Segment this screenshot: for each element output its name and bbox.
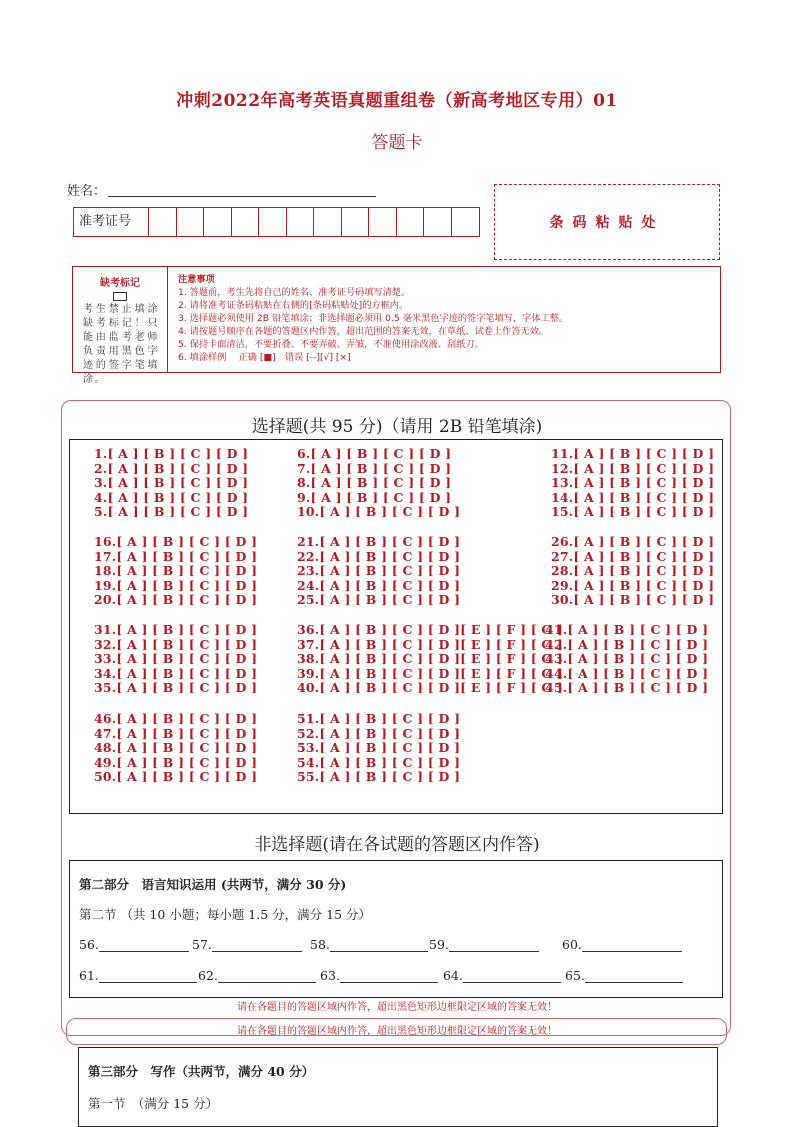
mc-question[interactable]: 7.[ A ] [ B ] [ C ] [ D ] bbox=[297, 460, 452, 476]
mc-question[interactable]: 14.[ A ] [ B ] [ C ] [ D ] bbox=[551, 489, 715, 505]
mc-group bbox=[297, 623, 563, 696]
blank-number: 62. bbox=[198, 968, 218, 983]
name-field[interactable] bbox=[108, 196, 376, 197]
mc-question[interactable]: 54.[ A ] [ B ] [ C ] [ D ] bbox=[297, 754, 461, 770]
answer-blank[interactable] bbox=[565, 968, 683, 983]
name-label: 姓名： bbox=[67, 184, 107, 199]
blank-number: 59. bbox=[429, 937, 449, 952]
mc-group bbox=[297, 535, 460, 608]
mc-question[interactable]: 48.[ A ] [ B ] [ C ] [ D ] bbox=[94, 740, 258, 756]
mc-question[interactable]: 3.[ A ] [ B ] [ C ] [ D ] bbox=[94, 475, 249, 491]
mc-question[interactable]: 25.[ A ] [ B ] [ C ] [ D ] bbox=[297, 592, 461, 608]
blank-number: 65. bbox=[565, 968, 585, 983]
mc-question[interactable]: 18.[ A ] [ B ] [ C ] [ D ] bbox=[94, 563, 258, 579]
exam-id-cell[interactable] bbox=[149, 208, 177, 236]
barcode-label: 条码粘贴处 bbox=[549, 215, 665, 231]
mc-question[interactable]: 11.[ A ] [ B ] [ C ] [ D ] bbox=[551, 446, 715, 461]
mc-question[interactable]: 37.[ A ] [ B ] [ C ] [ D ][ E ] [ F ] [ G ] bbox=[297, 636, 563, 652]
mc-question[interactable]: 12.[ A ] [ B ] [ C ] [ D ] bbox=[551, 460, 715, 476]
missing-exam-checkbox[interactable] bbox=[113, 292, 127, 301]
mc-question[interactable]: 23.[ A ] [ B ] [ C ] [ D ] bbox=[297, 563, 461, 579]
notice-item: 3. 选择题必须使用 2B 铅笔填涂；非选择题必须用 0.5 毫米黑色字迹的签字笔填写，字体工整。 bbox=[178, 313, 569, 324]
answer-blank[interactable] bbox=[562, 937, 682, 952]
mc-question[interactable]: 49.[ A ] [ B ] [ C ] [ D ] bbox=[94, 754, 258, 770]
mc-question[interactable]: 40.[ A ] [ B ] [ C ] [ D ][ E ] [ F ] [ G ] bbox=[297, 680, 563, 696]
exam-id-label: 准考证号 bbox=[74, 208, 149, 236]
mc-question[interactable]: 47.[ A ] [ B ] [ C ] [ D ] bbox=[94, 725, 258, 741]
mc-question[interactable]: 22.[ A ] [ B ] [ C ] [ D ] bbox=[297, 548, 461, 564]
notice-item: 6. 填涂样例 正确 [■] 错误 [--][√] [×] bbox=[178, 352, 351, 363]
mc-question[interactable]: 6.[ A ] [ B ] [ C ] [ D ] bbox=[297, 446, 452, 461]
mc-question[interactable]: 30.[ A ] [ B ] [ C ] [ D ] bbox=[551, 592, 715, 608]
multiple-choice-box bbox=[69, 439, 723, 814]
section2-heading: 第二节 （共 10 小题；每小题 1.5 分，满分 15 分） bbox=[79, 907, 372, 922]
mc-question[interactable]: 10.[ A ] [ B ] [ C ] [ D ] bbox=[297, 504, 461, 520]
mc-question[interactable]: 8.[ A ] [ B ] [ C ] [ D ] bbox=[297, 475, 452, 491]
mc-question[interactable]: 33.[ A ] [ B ] [ C ] [ D ] bbox=[94, 651, 258, 667]
mc-question[interactable]: 51.[ A ] [ B ] [ C ] [ D ] bbox=[297, 711, 461, 726]
answer-blank[interactable] bbox=[79, 937, 189, 952]
mc-group bbox=[94, 623, 257, 696]
mc-question[interactable]: 24.[ A ] [ B ] [ C ] [ D ] bbox=[297, 577, 461, 593]
part3-section1-heading: 第一节 （满分 15 分） bbox=[88, 1096, 219, 1111]
exam-id-cell[interactable] bbox=[232, 208, 260, 236]
blank-number: 64. bbox=[443, 968, 463, 983]
mc-question[interactable]: 36.[ A ] [ B ] [ C ] [ D ][ E ] [ F ] [ G ] bbox=[297, 622, 563, 637]
part3-heading: 第三部分 写作（共两节，满分 40 分） bbox=[88, 1064, 315, 1079]
exam-id-cell[interactable] bbox=[397, 208, 425, 236]
exam-id-cell[interactable] bbox=[177, 208, 205, 236]
notice-box bbox=[72, 266, 721, 385]
mc-question[interactable]: 27.[ A ] [ B ] [ C ] [ D ] bbox=[551, 548, 715, 564]
mc-question[interactable]: 38.[ A ] [ B ] [ C ] [ D ][ E ] [ F ] [ G ] bbox=[297, 651, 563, 667]
exam-id-cell[interactable] bbox=[204, 208, 232, 236]
answer-blank[interactable] bbox=[310, 937, 428, 952]
answer-blank[interactable] bbox=[443, 968, 561, 983]
warning-strip-top: 请在各题目的答题区域内作答，超出黑色矩形边框限定区域的答案无效！ bbox=[237, 1002, 557, 1013]
answer-blank[interactable] bbox=[429, 937, 539, 952]
mc-question[interactable]: 43.[ A ] [ B ] [ C ] [ D ] bbox=[545, 651, 709, 667]
part2-box bbox=[69, 860, 723, 998]
exam-id-cell[interactable] bbox=[424, 208, 452, 236]
mc-question[interactable]: 42.[ A ] [ B ] [ C ] [ D ] bbox=[545, 636, 709, 652]
answer-blank[interactable] bbox=[192, 937, 302, 952]
answer-blank[interactable] bbox=[198, 968, 316, 983]
blank-number: 60. bbox=[562, 937, 582, 952]
mc-question[interactable]: 21.[ A ] [ B ] [ C ] [ D ] bbox=[297, 534, 461, 549]
exam-id-grid bbox=[73, 207, 480, 237]
blank-number: 58. bbox=[310, 937, 330, 952]
blank-number: 56. bbox=[79, 937, 99, 952]
mc-question[interactable]: 20.[ A ] [ B ] [ C ] [ D ] bbox=[94, 592, 258, 608]
mc-question[interactable]: 45.[ A ] [ B ] [ C ] [ D ] bbox=[545, 680, 709, 696]
warning-text: 请在各题目的答题区域内作答，超出黑色矩形边框限定区域的答案无效！ bbox=[237, 1026, 557, 1037]
missing-exam-heading: 缺考标记 bbox=[100, 278, 140, 289]
barcode-area bbox=[494, 184, 720, 260]
missing-exam-panel bbox=[73, 267, 168, 385]
mc-question[interactable]: 28.[ A ] [ B ] [ C ] [ D ] bbox=[551, 563, 715, 579]
mc-group bbox=[94, 535, 257, 608]
mc-question[interactable]: 31.[ A ] [ B ] [ C ] [ D ] bbox=[94, 622, 258, 637]
mc-question[interactable]: 29.[ A ] [ B ] [ C ] [ D ] bbox=[551, 577, 715, 593]
notice-item: 2. 请将准考证条码粘贴在右侧的[条码粘贴处]的方框内。 bbox=[178, 300, 409, 311]
mc-question[interactable]: 55.[ A ] [ B ] [ C ] [ D ] bbox=[297, 769, 461, 785]
notice-rules bbox=[178, 273, 718, 364]
mc-question[interactable]: 5.[ A ] [ B ] [ C ] [ D ] bbox=[94, 504, 249, 520]
notice-heading: 注意事项 bbox=[178, 274, 215, 285]
mc-question[interactable]: 34.[ A ] [ B ] [ C ] [ D ] bbox=[94, 665, 258, 681]
page-title: 冲刺2022年高考英语真题重组卷（新高考地区专用）01 bbox=[176, 91, 618, 111]
notice-item: 1. 答题前，考生先将自己的姓名、准考证号码填写清楚。 bbox=[178, 287, 411, 298]
exam-id-cell[interactable] bbox=[342, 208, 370, 236]
mc-question[interactable]: 50.[ A ] [ B ] [ C ] [ D ] bbox=[94, 769, 258, 785]
exam-id-cell[interactable] bbox=[314, 208, 342, 236]
mc-question[interactable]: 52.[ A ] [ B ] [ C ] [ D ] bbox=[297, 725, 461, 741]
non-choice-title: 非选择题(请在各试题的答题区内作答) bbox=[254, 835, 540, 855]
mc-question[interactable]: 39.[ A ] [ B ] [ C ] [ D ][ E ] [ F ] [ G ] bbox=[297, 665, 563, 681]
exam-id-cell[interactable] bbox=[259, 208, 287, 236]
blank-number: 61. bbox=[79, 968, 99, 983]
mc-question[interactable]: 46.[ A ] [ B ] [ C ] [ D ] bbox=[94, 711, 258, 726]
mc-question[interactable]: 16.[ A ] [ B ] [ C ] [ D ] bbox=[94, 534, 258, 549]
mc-group bbox=[551, 447, 714, 520]
exam-id-cell[interactable] bbox=[452, 208, 480, 236]
mc-question[interactable]: 1.[ A ] [ B ] [ C ] [ D ] bbox=[94, 446, 249, 461]
mc-group bbox=[551, 535, 714, 608]
mc-question[interactable]: 2.[ A ] [ B ] [ C ] [ D ] bbox=[94, 460, 249, 476]
notice-item: 4. 请按题号顺序在各题的答题区内作答，超出范围的答案无效，在草纸、试卷上作答无效。 bbox=[178, 326, 548, 337]
exam-id-cell[interactable] bbox=[369, 208, 397, 236]
mc-group bbox=[297, 447, 460, 520]
mc-group bbox=[94, 447, 248, 520]
mc-question[interactable]: 53.[ A ] [ B ] [ C ] [ D ] bbox=[297, 740, 461, 756]
mc-question[interactable]: 35.[ A ] [ B ] [ C ] [ D ] bbox=[94, 680, 258, 696]
mc-question[interactable]: 44.[ A ] [ B ] [ C ] [ D ] bbox=[545, 665, 709, 681]
exam-id-cell[interactable] bbox=[287, 208, 315, 236]
page-subtitle: 答题卡 bbox=[371, 133, 423, 153]
answer-blank[interactable] bbox=[79, 968, 197, 983]
mc-question[interactable]: 15.[ A ] [ B ] [ C ] [ D ] bbox=[551, 504, 715, 520]
mc-question[interactable]: 32.[ A ] [ B ] [ C ] [ D ] bbox=[94, 636, 258, 652]
writing-box bbox=[78, 1047, 718, 1127]
mc-group bbox=[297, 712, 460, 785]
mc-question[interactable]: 41.[ A ] [ B ] [ C ] [ D ] bbox=[545, 622, 709, 637]
mc-question[interactable]: 9.[ A ] [ B ] [ C ] [ D ] bbox=[297, 489, 452, 505]
mc-group bbox=[545, 623, 708, 696]
answer-blank[interactable] bbox=[320, 968, 438, 983]
missing-exam-text: 考生禁止填涂缺考标记！只能由监考老师负责用黑色字迹的签字笔填涂。 bbox=[83, 304, 159, 385]
notice-item: 5. 保持卡面清洁，不要折叠、不要弄破、弄皱，不准使用涂改液、刮纸刀。 bbox=[178, 339, 484, 350]
mc-question[interactable]: 4.[ A ] [ B ] [ C ] [ D ] bbox=[94, 489, 249, 505]
mc-question[interactable]: 17.[ A ] [ B ] [ C ] [ D ] bbox=[94, 548, 258, 564]
mc-question[interactable]: 19.[ A ] [ B ] [ C ] [ D ] bbox=[94, 577, 258, 593]
mc-question[interactable]: 13.[ A ] [ B ] [ C ] [ D ] bbox=[551, 475, 715, 491]
mc-question[interactable]: 26.[ A ] [ B ] [ C ] [ D ] bbox=[551, 534, 715, 549]
multiple-choice-title: 选择题(共 95 分)（请用 2B 铅笔填涂) bbox=[251, 417, 543, 437]
blank-number: 57. bbox=[192, 937, 212, 952]
mc-group bbox=[94, 712, 257, 785]
blank-number: 63. bbox=[320, 968, 340, 983]
part2-heading: 第二部分 语言知识运用 (共两节，满分 30 分) bbox=[79, 877, 347, 892]
